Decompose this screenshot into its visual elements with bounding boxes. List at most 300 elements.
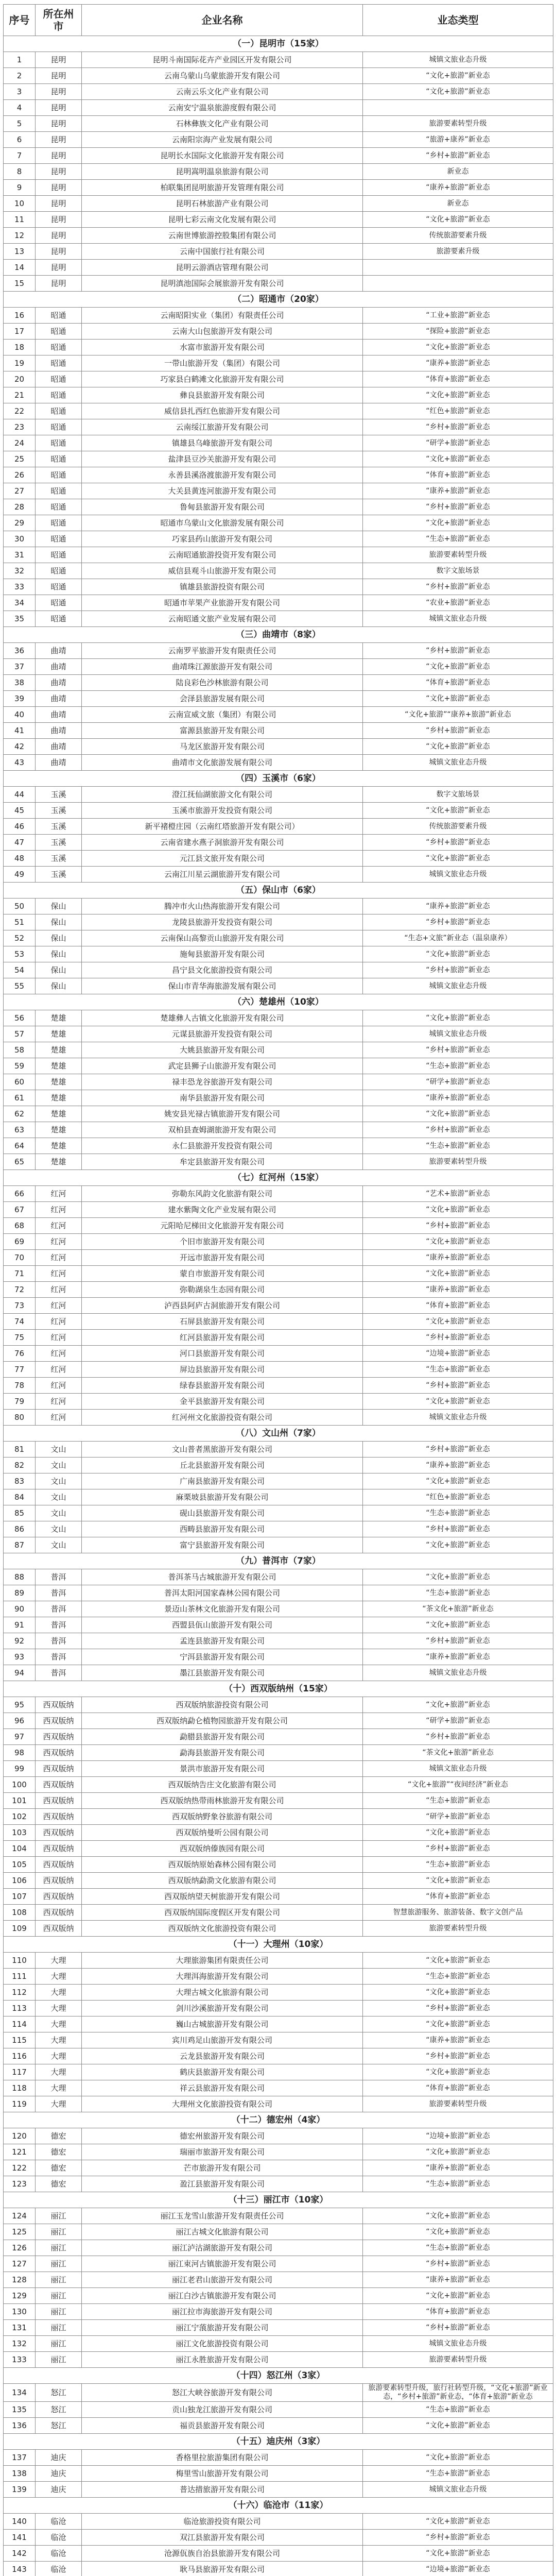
cell-city: 昭通 [36,499,82,515]
cell-city: 普洱 [36,1585,82,1601]
cell-city: 楚雄 [36,1010,82,1026]
cell-city: 红河 [36,1330,82,1346]
cell-city: 普洱 [36,1633,82,1649]
cell-city: 丽江 [36,2288,82,2304]
cell-city: 昆明 [36,260,82,276]
cell-business-type: “乡村+旅游”新业态 [363,1378,553,1394]
cell-business-type: “文化+旅游”新业态 [363,2450,553,2466]
cell-company-name: 云南绥江旅游开发有限公司 [82,419,363,435]
table-row [4,643,553,659]
cell-city: 德宏 [36,2128,82,2144]
cell-company-name: 广南县旅游开发有限公司 [82,1473,363,1489]
section-header-row [4,1681,553,1697]
cell-business-type [363,260,553,276]
cell-index: 117 [4,2064,36,2080]
cell-company-name: 鲁甸县旅游开发有限公司 [82,499,363,515]
table-row [4,324,553,340]
cell-company-name: 威信县扎西红色旅游开发有限公司 [82,403,363,419]
cell-business-type: 数字文旅场景 [363,563,553,579]
cell-business-type: “生态+旅游”新业态 [363,1585,553,1601]
table-row [4,1090,553,1106]
section-title: （二）昭通市（20家） [4,292,553,308]
table-row [4,899,553,914]
cell-business-type: “边境+旅游”新业态 [363,2562,553,2576]
cell-index: 92 [4,1633,36,1649]
cell-company-name: 昆明云游酒店管理有限公司 [82,260,363,276]
cell-company-name: 一带山旅游开发（集团）有限公司 [82,355,363,371]
cell-index: 55 [4,978,36,994]
cell-index: 84 [4,1489,36,1505]
cell-company-name: 楚雄彝人古镇文化旅游开发有限公司 [82,1010,363,1026]
cell-business-type: “文化+旅游”新业态 [363,2514,553,2530]
table-row [4,164,553,180]
cell-index: 64 [4,1138,36,1154]
cell-index: 79 [4,1394,36,1410]
cell-city: 大理 [36,1969,82,1985]
table-row [4,212,553,228]
table-row [4,1713,553,1729]
cell-business-type: “康养+旅游”新业态 [363,2272,553,2288]
cell-business-type [363,100,553,116]
table-row [4,1665,553,1681]
cell-index: 74 [4,1314,36,1330]
cell-company-name: 龙陵县旅游开发投资有限公司 [82,914,363,930]
table-row [4,2032,553,2048]
cell-company-name: 西盟县佤山旅游开发有限公司 [82,1617,363,1633]
cell-index: 118 [4,2080,36,2096]
cell-city: 西双版纳 [36,1905,82,1921]
cell-index: 114 [4,2016,36,2032]
cell-city: 昭通 [36,563,82,579]
cell-city: 文山 [36,1458,82,1473]
cell-company-name: 西双版纳热带雨林旅游开发有限公司 [82,1793,363,1809]
cell-business-type: “文化+旅游”新业态 [363,1010,553,1026]
cell-city: 昭通 [36,579,82,595]
table-row [4,1410,553,1426]
cell-index: 75 [4,1330,36,1346]
table-row [4,1809,553,1825]
cell-company-name: 鹤庆县旅游开发有限公司 [82,2064,363,2080]
cell-business-type: 城镇文旅业态升级 [363,1761,553,1777]
cell-index: 101 [4,1793,36,1809]
cell-company-name: 富源县旅游开发有限公司 [82,723,363,739]
cell-business-type: “旅游+康养”新业态 [363,132,553,148]
table-row [4,2064,553,2080]
cell-business-type: “体育+旅游”新业态 [363,371,553,387]
table-row [4,260,553,276]
cell-business-type: 旅游要素转型升级 [363,2096,553,2112]
table-row [4,148,553,164]
cell-city: 西双版纳 [36,1793,82,1809]
table-row [4,978,553,994]
cell-city: 昆明 [36,196,82,212]
cell-city: 昭通 [36,403,82,419]
table-row [4,340,553,355]
cell-city: 西双版纳 [36,1825,82,1841]
cell-index: 50 [4,899,36,914]
table-row [4,1873,553,1889]
cell-index: 45 [4,803,36,819]
cell-company-name: 巍山古城旅游开发有限公司 [82,2016,363,2032]
cell-city: 昭通 [36,531,82,547]
cell-index: 95 [4,1697,36,1713]
cell-city: 西双版纳 [36,1857,82,1873]
cell-index: 17 [4,324,36,340]
cell-business-type: “红色+旅游”新业态 [363,1489,553,1505]
cell-business-type: “文化+旅游”新业态 [363,2224,553,2240]
cell-city: 玉溪 [36,835,82,851]
cell-city: 迪庆 [36,2482,82,2498]
cell-business-type: “生态+旅游”新业态 [363,2176,553,2192]
cell-index: 103 [4,1825,36,1841]
cell-business-type: “康养+旅游”新业态 [363,2032,553,2048]
cell-company-name: 澄江抚仙湖旅游文化有限公司 [82,787,363,803]
cell-company-name: 昆明滇池国际会展旅游开发有限公司 [82,276,363,292]
cell-city: 大理 [36,2064,82,2080]
cell-index: 54 [4,962,36,978]
cell-company-name: 武定县狮子山旅游开发有限公司 [82,1058,363,1074]
cell-city: 玉溪 [36,851,82,867]
cell-city: 昆明 [36,84,82,100]
cell-company-name: 云南大山包旅游开发有限公司 [82,324,363,340]
table-row [4,1266,553,1282]
cell-business-type: “研学+旅游”新业态 [363,435,553,451]
cell-city: 临沧 [36,2514,82,2530]
cell-index: 136 [4,2418,36,2434]
cell-company-name: 镇雄县乌峰旅游开发有限公司 [82,435,363,451]
section-title: （六）楚雄州（10家） [4,994,553,1010]
cell-index: 23 [4,419,36,435]
cell-index: 140 [4,2514,36,2530]
table-row [4,1793,553,1809]
table-row [4,451,553,467]
cell-index: 121 [4,2144,36,2160]
cell-index: 59 [4,1058,36,1074]
cell-index: 7 [4,148,36,164]
cell-company-name: 丽江玉龙雪山旅游开发有限责任公司 [82,2208,363,2224]
cell-city: 红河 [36,1394,82,1410]
cell-city: 文山 [36,1442,82,1458]
cell-company-name: 保山市青华海旅游发展有限公司 [82,978,363,994]
table-row [4,691,553,707]
cell-company-name: 宁洱县旅游开发有限公司 [82,1649,363,1665]
cell-company-name: 西双版纳文化旅游投资有限公司 [82,1921,363,1937]
cell-company-name: 丽江束河古镇旅游开发有限公司 [82,2256,363,2272]
table-row [4,1298,553,1314]
cell-company-name: 丽江永胜旅游开发有限公司 [82,2352,363,2368]
cell-city: 昆明 [36,164,82,180]
cell-business-type: 旅游要素转型升级 [363,547,553,563]
cell-business-type: “文化+旅游”新业态 [363,1985,553,2001]
cell-index: 141 [4,2530,36,2546]
cell-business-type: 传统旅游要素升级 [363,228,553,244]
cell-business-type: “文化+旅游”新业态 [363,387,553,403]
cell-index: 56 [4,1010,36,1026]
cell-index: 87 [4,1537,36,1553]
section-title: （十三）丽江市（10家） [4,2192,553,2208]
table-row [4,1282,553,1298]
table-row [4,611,553,627]
section-title: （十一）大理州（10家） [4,1937,553,1953]
cell-city: 昆明 [36,68,82,84]
cell-business-type: “工业+旅游”新业态 [363,308,553,324]
cell-company-name: 丽江拉市海旅游开发有限公司 [82,2304,363,2320]
cell-company-name: 云南云乐文化产业有限公司 [82,84,363,100]
cell-index: 16 [4,308,36,324]
cell-business-type: 新业态 [363,164,553,180]
cell-index: 63 [4,1122,36,1138]
cell-index: 27 [4,483,36,499]
cell-index: 44 [4,787,36,803]
cell-city: 昭通 [36,371,82,387]
cell-business-type: “文化+旅游”新业态 [363,1202,553,1218]
cell-city: 昭通 [36,451,82,467]
cell-company-name: 云南昭通旅游投资开发有限公司 [82,547,363,563]
section-title: （十二）德宏州（4家） [4,2112,553,2128]
table-row [4,1505,553,1521]
cell-city: 临沧 [36,2562,82,2576]
section-header-row [4,2498,553,2514]
cell-company-name: 云南世博旅游控股集团有限公司 [82,228,363,244]
cell-company-name: 开远市旅游开发有限公司 [82,1250,363,1266]
cell-company-name: 瑞丽市旅游开发有限公司 [82,2144,363,2160]
cell-company-name: 昭通市苹果产业旅游开发有限公司 [82,595,363,611]
cell-city: 德宏 [36,2160,82,2176]
table-row [4,1346,553,1362]
cell-business-type: “文化+旅游”新业态 [363,1697,553,1713]
enterprise-table [3,4,553,2576]
cell-index: 15 [4,276,36,292]
cell-city: 楚雄 [36,1106,82,1122]
cell-company-name: 云龙县旅游开发有限公司 [82,2048,363,2064]
section-title: （十）西双版纳州（15家） [4,1681,553,1697]
cell-index: 34 [4,595,36,611]
cell-city: 楚雄 [36,1138,82,1154]
table-row [4,2272,553,2288]
cell-city: 西双版纳 [36,1745,82,1761]
cell-business-type: “研学+旅游”新业态 [363,1713,553,1729]
cell-index: 28 [4,499,36,515]
cell-company-name: 西双版纳曼听公园有限公司 [82,1825,363,1841]
cell-index: 130 [4,2304,36,2320]
cell-index: 4 [4,100,36,116]
table-row [4,2546,553,2562]
table-row [4,531,553,547]
cell-city: 昆明 [36,276,82,292]
cell-company-name: 砚山县旅游开发有限公司 [82,1505,363,1521]
cell-index: 22 [4,403,36,419]
cell-business-type: “康养+旅游”新业态 [363,1649,553,1665]
table-row [4,1218,553,1234]
cell-index: 25 [4,451,36,467]
table-row [4,180,553,196]
cell-business-type: “乡村+旅游”新业态 [363,579,553,595]
table-body [4,36,553,2576]
cell-city: 昭通 [36,515,82,531]
cell-business-type: “文化+旅游”新业态 [363,1953,553,1969]
cell-company-name: 盐津县豆沙关旅游开发有限公司 [82,451,363,467]
cell-business-type: 旅游要素转型升级 [363,1921,553,1937]
table-row [4,1138,553,1154]
cell-city: 昆明 [36,244,82,260]
cell-business-type: “文化+旅游”新业态 [363,1314,553,1330]
cell-index: 137 [4,2450,36,2466]
cell-company-name: 云南罗平旅游开发有限责任公司 [82,643,363,659]
cell-city: 西双版纳 [36,1713,82,1729]
table-row [4,1857,553,1873]
cell-company-name: 大理古城文化旅游有限公司 [82,1985,363,2001]
section-header-row [4,994,553,1010]
cell-company-name: 丽江古城文化旅游有限公司 [82,2224,363,2240]
cell-index: 69 [4,1234,36,1250]
cell-business-type: 旅游要素转型升级 [363,116,553,132]
cell-index: 37 [4,659,36,675]
table-row [4,1521,553,1537]
table-row [4,2384,553,2402]
cell-company-name: 金平县旅游开发有限公司 [82,1394,363,1410]
table-row [4,835,553,851]
cell-business-type: 旅游要素升级 [363,244,553,260]
cell-index: 131 [4,2320,36,2336]
cell-city: 德宏 [36,2144,82,2160]
table-row [4,1633,553,1649]
table-row [4,1953,553,1969]
table-row [4,1362,553,1378]
cell-city: 保山 [36,962,82,978]
table-row [4,1585,553,1601]
cell-city: 楚雄 [36,1122,82,1138]
table-row [4,2514,553,2530]
cell-city: 曲靖 [36,659,82,675]
table-row [4,930,553,946]
section-title: （三）曲靖市（8家） [4,627,553,643]
cell-business-type: “康养+旅游”新业态 [363,180,553,196]
cell-company-name: 西双版纳勐泐文化旅游有限公司 [82,1873,363,1889]
cell-business-type: “生态+旅游”新业态 [363,2240,553,2256]
cell-company-name: 巧家县白鹤滩文化旅游开发有限公司 [82,371,363,387]
cell-business-type: “生态+旅游”新业态 [363,2402,553,2418]
cell-business-type: “生态+旅游”新业态 [363,1793,553,1809]
cell-city: 保山 [36,946,82,962]
table-row [4,228,553,244]
cell-index: 98 [4,1745,36,1761]
table-row [4,1234,553,1250]
table-row [4,1106,553,1122]
table-row [4,723,553,739]
cell-company-name: 永仁县旅游开发投资有限公司 [82,1138,363,1154]
cell-city: 曲靖 [36,707,82,723]
table-header-row [4,5,553,36]
cell-business-type: 城镇文旅业态升级 [363,1026,553,1042]
cell-business-type: “体育+旅游”新业态 [363,1889,553,1905]
cell-index: 2 [4,68,36,84]
table-row [4,2402,553,2418]
cell-business-type: “边境+旅游”新业态 [363,2128,553,2144]
cell-company-name: 西畴县旅游开发有限公司 [82,1521,363,1537]
table-row [4,1697,553,1713]
cell-index: 20 [4,371,36,387]
table-row [4,787,553,803]
cell-company-name: 勐海县旅游开发有限公司 [82,1745,363,1761]
cell-city: 德宏 [36,2176,82,2192]
cell-index: 52 [4,930,36,946]
cell-city: 玉溪 [36,819,82,835]
cell-city: 昭通 [36,355,82,371]
section-header-row [4,36,553,52]
cell-company-name: 姚安县光禄古镇旅游开发有限公司 [82,1106,363,1122]
cell-business-type: “文化+旅游”新业态 [363,212,553,228]
cell-business-type: “乡村+旅游”新业态 [363,914,553,930]
section-title: （四）玉溪市（6家） [4,771,553,787]
cell-company-name: 会泽县旅游发展有限公司 [82,691,363,707]
cell-index: 11 [4,212,36,228]
cell-business-type: “文化+旅游”新业态 [363,2546,553,2562]
cell-company-name: 水富市旅游开发有限公司 [82,340,363,355]
cell-business-type: 智慧旅游服务、旅游装备、数字文创产品 [363,1905,553,1921]
table-row [4,1969,553,1985]
cell-company-name: 云南宣威文旅（集团）有限公司 [82,707,363,723]
section-header-row [4,2434,553,2450]
table-row [4,419,553,435]
cell-company-name: 双柏县查姆湖旅游开发有限公司 [82,1122,363,1138]
cell-company-name: 西双版纳傣族园有限公司 [82,1841,363,1857]
cell-company-name: 弥勒东风韵文化旅游有限公司 [82,1186,363,1202]
cell-business-type: 数字文旅场景 [363,787,553,803]
cell-business-type: “文化+旅游”新业态 [363,68,553,84]
cell-index: 105 [4,1857,36,1873]
table-row [4,1473,553,1489]
cell-business-type: 城镇文旅业态升级 [363,1665,553,1681]
table-row [4,1649,553,1665]
cell-index: 91 [4,1617,36,1633]
cell-business-type: “乡村+旅游”新业态 [363,1633,553,1649]
cell-index: 1 [4,52,36,68]
cell-index: 62 [4,1106,36,1122]
cell-company-name: 昆明斗南国际花卉产业园区开发有限公司 [82,52,363,68]
cell-business-type: “康养+旅游”新业态 [363,1458,553,1473]
cell-company-name: 马龙区旅游开发有限公司 [82,739,363,755]
cell-business-type: “生态+旅游”新业态 [363,1138,553,1154]
cell-city: 临沧 [36,2530,82,2546]
cell-city: 昭通 [36,483,82,499]
table-row [4,483,553,499]
cell-city: 保山 [36,899,82,914]
cell-business-type: “文化+旅游”新业态 [363,340,553,355]
cell-index: 60 [4,1074,36,1090]
cell-business-type: “文化+旅游”新业态 [363,2288,553,2304]
section-header-row [4,771,553,787]
cell-index: 67 [4,1202,36,1218]
cell-business-type: “文化+旅游”新业态 [363,515,553,531]
cell-city: 文山 [36,1489,82,1505]
cell-index: 128 [4,2272,36,2288]
cell-company-name: 蒙自市旅游开发有限公司 [82,1266,363,1282]
cell-city: 曲靖 [36,755,82,771]
table-row [4,1010,553,1026]
cell-business-type: “文化+旅游”“康养+旅游”新业态 [363,707,553,723]
cell-business-type: “乡村+旅游”新业态 [363,148,553,164]
table-row [4,1921,553,1937]
cell-company-name: 大关县黄连河旅游开发有限公司 [82,483,363,499]
cell-company-name: 云南安宁温泉旅游度假有限公司 [82,100,363,116]
cell-business-type: “生态+旅游”新业态 [363,2466,553,2482]
cell-company-name: 西双版纳旅游投资有限公司 [82,1697,363,1713]
cell-company-name: 红河县旅游开发有限公司 [82,1330,363,1346]
cell-company-name: 西双版纳望天树旅游开发有限公司 [82,1889,363,1905]
cell-company-name: 禄丰恐龙谷旅游开发有限公司 [82,1074,363,1090]
table-row [4,563,553,579]
cell-index: 112 [4,1985,36,2001]
